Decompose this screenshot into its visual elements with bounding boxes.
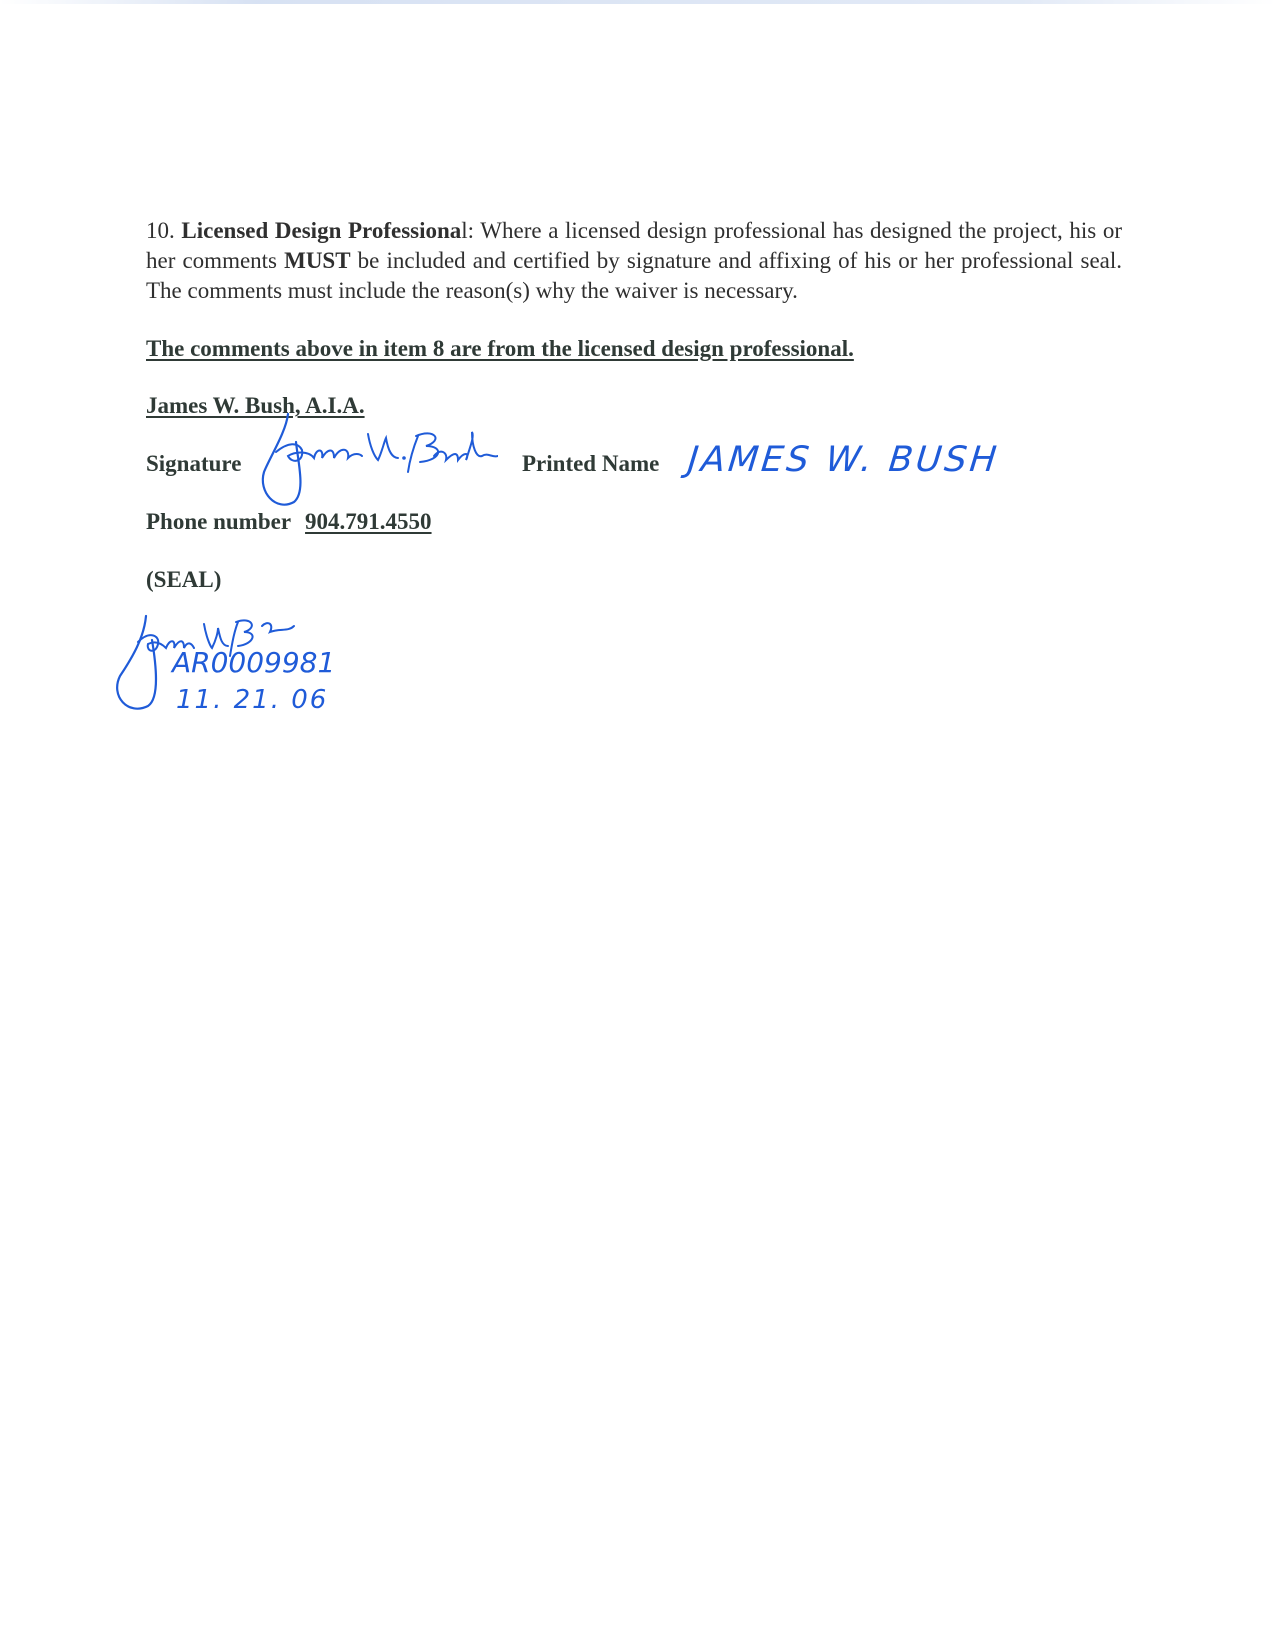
item-number: 10.: [146, 218, 175, 243]
item-10-paragraph: [146, 216, 1122, 306]
item-heading: Licensed Design Professiona: [181, 218, 462, 243]
item-emphasis: MUST: [284, 248, 351, 273]
printed-name-value: JAMES W. BUSH: [685, 440, 1002, 480]
seal-license-number: AR0009981: [172, 646, 336, 679]
item-text-1: Where a licensed design professional has designed the project, his or her comments: [146, 218, 1122, 273]
item-heading-tail: l:: [461, 218, 475, 243]
item-text-2: be included and certified by signature and affixing of his or her professional seal. The comments must include the reason(s) why the waiver is necessary.: [146, 248, 1123, 303]
phone-line: [146, 509, 432, 535]
signature-label: Signature: [146, 451, 242, 476]
seal-date: 11. 21. 06: [176, 685, 329, 715]
seal-label: (SEAL): [146, 567, 222, 592]
phone-label: Phone number: [146, 509, 292, 534]
professional-name: James W. Bush, A.I.A.: [146, 393, 365, 418]
scan-edge: [0, 0, 1276, 4]
printed-name-label: Printed Name: [522, 451, 660, 476]
design-professional-statement: The comments above in item 8 are from the licensed design professional.: [146, 336, 854, 361]
phone-value: 904.791.4550: [305, 509, 432, 534]
handwritten-signature: [258, 412, 498, 522]
seal-signature-block: [112, 614, 352, 754]
